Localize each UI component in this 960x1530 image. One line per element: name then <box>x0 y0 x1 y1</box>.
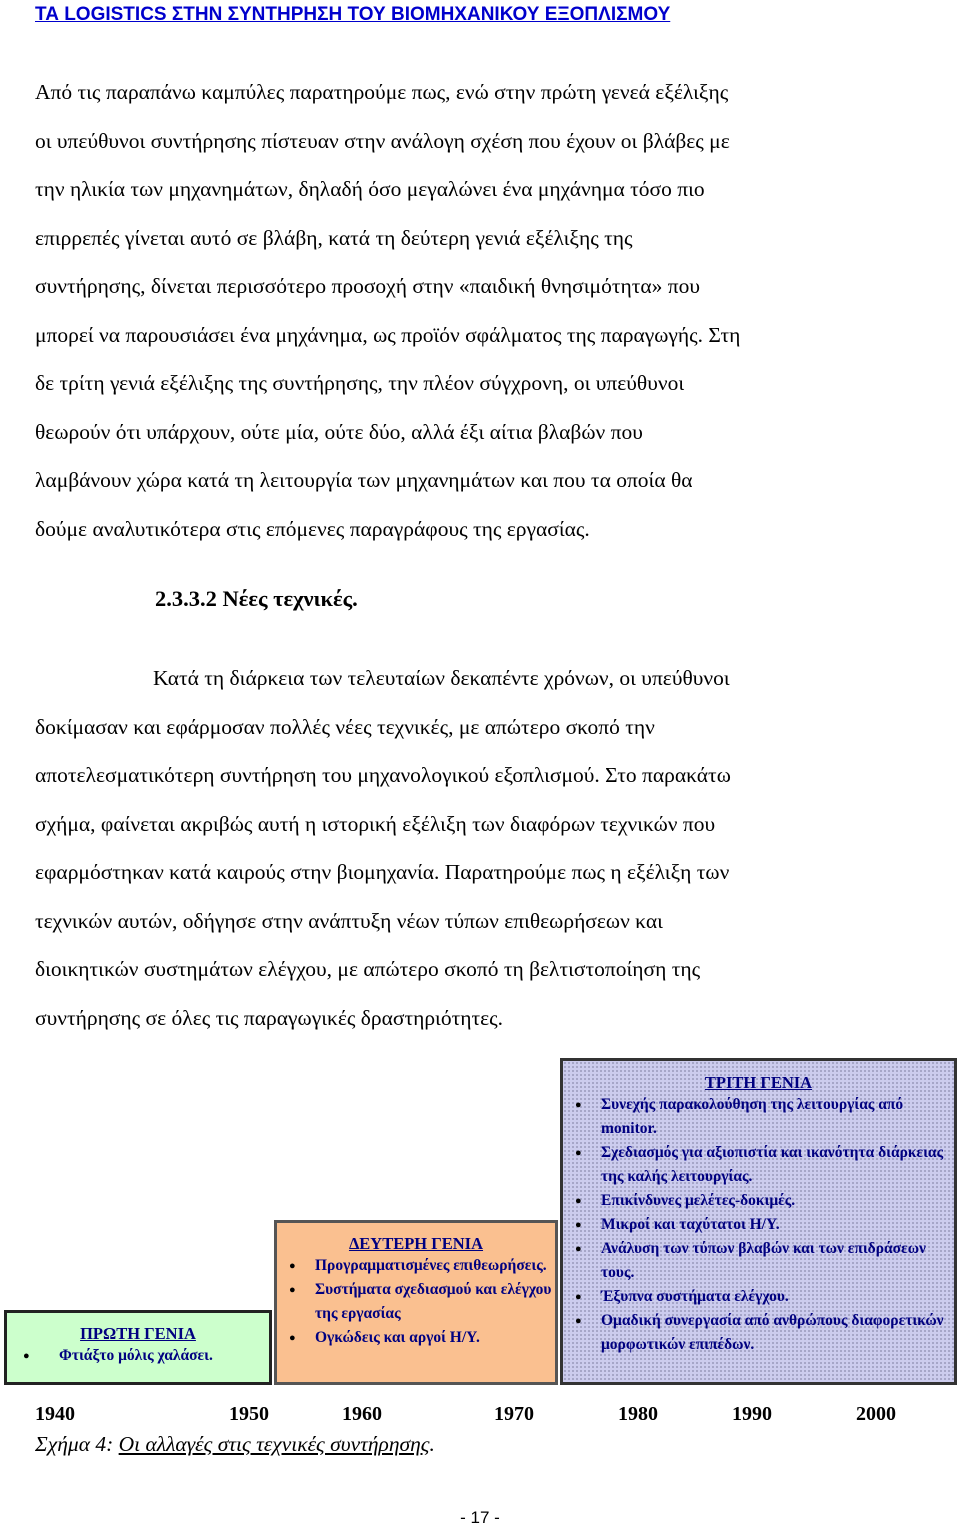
paragraph-intro <box>35 68 930 553</box>
box-title: ΤΡΙΤΗ ΓΕΝΙΑ <box>704 1073 813 1092</box>
text-line: εφαρμόστηκαν κατά καιρούς στην βιομηχανία. Παρατηρούμε πως η εξέλιξη των <box>35 860 730 884</box>
page-number: - 17 - <box>460 1508 500 1527</box>
year-label: 2000 <box>856 1403 896 1425</box>
year-label: 1980 <box>618 1403 658 1425</box>
text-line: συντήρησης, δίνεται περισσότερο προσοχή στην «παιδική θνησιμότητα» που <box>35 274 700 298</box>
text-line: λαμβάνουν χώρα κατά τη λειτουργία των μηχανημάτων και που τα οποία θα <box>35 468 693 492</box>
bullet-list <box>563 1093 954 1357</box>
box-title: ΠΡΩΤΗ ΓΕΝΙΑ <box>80 1324 196 1343</box>
caption-label: Σχήμα 4: <box>35 1432 114 1456</box>
text-line: μπορεί να παρουσιάσει ένα μηχάνημα, ως προϊόν σφάλματος της παραγωγής. Στη <box>35 322 741 347</box>
list-item: ● Επικίνδυνες μελέτες-δοκιμές. <box>563 1189 954 1213</box>
list-item: ● Συστήματα σχεδιασμού και ελέγχου της εργασίας <box>277 1278 555 1326</box>
text-line: την ηλικία των μηχανημάτων, δηλαδή όσο μεγαλώνει ένα μηχάνημα τόσο πιο <box>35 177 705 201</box>
year-label: 1990 <box>732 1403 772 1425</box>
bullet-list <box>7 1344 269 1368</box>
second-generation-box <box>274 1220 558 1385</box>
text-line: οι υπεύθυνοι συντήρησης πίστευαν στην ανάλογη σχέση που έχουν οι βλάβες με <box>35 128 730 153</box>
text-line: σχήμα, φαίνεται ακριβώς αυτή η ιστορική εξέλιξη των διαφόρων τεχνικών που <box>35 811 716 836</box>
year-label: 1960 <box>342 1403 382 1425</box>
text-line: Από τις παραπάνω καμπύλες παρατηρούμε πως, ενώ στην πρώτη γενεά εξέλιξης <box>35 80 729 104</box>
caption-end: . <box>429 1432 435 1456</box>
year-label: 1970 <box>494 1403 534 1425</box>
first-generation-box <box>4 1310 272 1385</box>
text-line: επιρρεπές γίνεται αυτό σε βλάβη, κατά τη δεύτερη γενιά εξέλιξης της <box>35 225 633 250</box>
text-line: θεωρούν ότι υπάρχουν, ούτε μία, ούτε δύο, αλλά έξι αίτια βλαβών που <box>35 419 643 444</box>
list-item: ● Σχεδιασμός για αξιοπιστία και ικανότητα διάρκειας της καλής λειτουργίας. <box>563 1141 954 1189</box>
text-line: δε τρίτη γενιά εξέλιξης της συντήρησης, την πλέον σύγχρονη, οι υπεύθυνοι <box>35 371 685 395</box>
text-line: τεχνικών αυτών, οδήγησε στην ανάπτυξη νέων τύπων επιθεωρήσεων και <box>35 908 663 933</box>
year-label: 1950 <box>229 1403 269 1425</box>
text-line: συντήρησης σε όλες τις παραγωγικές δραστηριότητες. <box>35 1005 504 1030</box>
list-item: ● Έξυπνα συστήματα ελέγχου. <box>563 1285 954 1309</box>
bullet-list <box>277 1254 555 1350</box>
list-item: ● Μικροί και ταχύτατοι Η/Υ. <box>563 1213 954 1237</box>
running-header: ΤΑ LOGISTICS ΣΤΗΝ ΣΥΝΤΗΡΗΣΗ ΤΟΥ ΒΙΟΜΗΧΑΝΙΚΟΥ ΕΞΟΠΛΙΣΜΟΥ <box>35 4 671 25</box>
list-item: ● Προγραμματισμένες επιθεωρήσεις. <box>277 1254 555 1278</box>
list-item: ● Συνεχής παρακολούθηση της λειτουργίας από monitor. <box>563 1093 954 1141</box>
year-label: 1940 <box>35 1403 75 1425</box>
list-item: ● Ανάλυση των τύπων βλαβών και των επιδράσεων τους. <box>563 1237 954 1285</box>
text-line: διοικητικών συστημάτων ελέγχου, με απώτερο σκοπό τη βελτιστοποίηση της <box>35 957 701 981</box>
text-line: δούμε αναλυτικότερα στις επόμενες παραγράφους της εργασίας. <box>35 516 590 541</box>
section-title: 2.3.3.2 Νέες τεχνικές. <box>155 586 358 611</box>
list-item: ● Ομαδική συνεργασία από ανθρώπους διαφορετικών μορφωτικών επιπέδων. <box>563 1309 954 1357</box>
box-title: ΔΕΥΤΕΡΗ ΓΕΝΙΑ <box>348 1234 484 1253</box>
list-item: ● Φτιάξτο μόλις χαλάσει. <box>7 1344 269 1368</box>
caption-text: Οι αλλαγές στις τεχνικές συντήρησης <box>118 1432 430 1456</box>
text-line: Κατά τη διάρκεια των τελευταίων δεκαπέντε χρόνων, οι υπεύθυνοι <box>153 666 730 690</box>
list-item: ● Ογκώδεις και αργοί Η/Υ. <box>277 1326 555 1350</box>
text-line: δοκίμασαν και εφάρμοσαν πολλές νέες τεχνικές, με απώτερο σκοπό την <box>35 714 655 739</box>
paragraph-new-techniques <box>35 654 930 1042</box>
third-generation-box <box>560 1058 957 1385</box>
figure-caption <box>35 1432 435 1457</box>
text-line: αποτελεσματικότερη συντήρηση του μηχανολογικού εξοπλισμού. Στο παρακάτω <box>35 763 731 787</box>
